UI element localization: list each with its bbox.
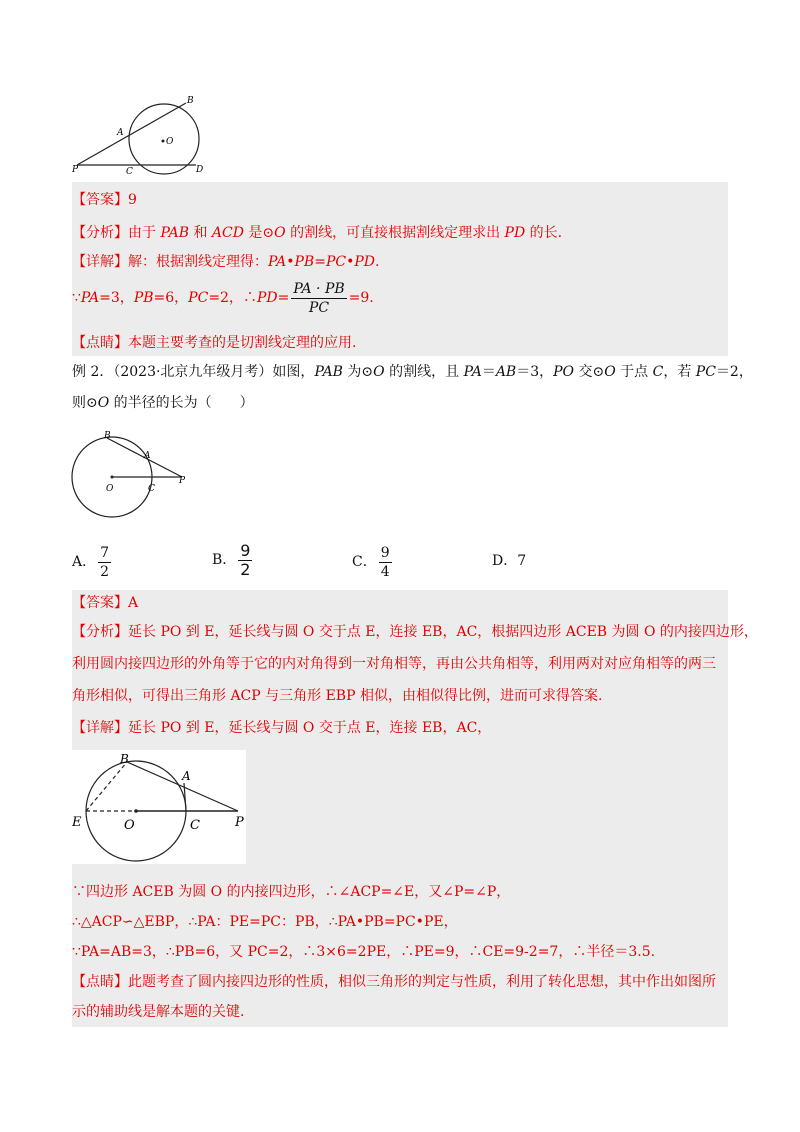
svg-text:C: C [148, 484, 155, 494]
svg-text:A: A [144, 451, 151, 461]
comment-line-2a: 【点睛】此题考查了圆内接四边形的性质，相似三角形的判定与性质，利用了转化思想，其中作出如图所 [72, 974, 716, 990]
svg-text:B: B [104, 431, 111, 441]
figure-secant-1 [70, 92, 220, 178]
figure-secant-1-svg [70, 92, 220, 178]
option-a[interactable]: A． $\frac{7}{2}$ [72, 544, 110, 580]
svg-text:B: B [120, 752, 129, 766]
label-o: O [166, 137, 174, 147]
figure-example2-svg [70, 428, 188, 520]
label-a: A [117, 128, 124, 138]
label-p: P [72, 165, 79, 175]
option-d[interactable]: D．7 [492, 553, 527, 569]
svg-text:P: P [179, 476, 186, 486]
detail-line-2: 【详解】延长 PO 到 E，延长线与圆 O 交于点 E，连接 EB，AC， [72, 720, 492, 736]
svg-text:O: O [106, 484, 114, 494]
answer-line-2: 【答案】A [72, 595, 139, 611]
svg-text:E: E [72, 815, 82, 830]
comment-line-2b: 示的辅助线是解本题的关键. [72, 1004, 245, 1020]
answer-value: A [128, 595, 139, 611]
step-line-3: ∵PA=AB=3，∴PB=6，又 PC=2，∴3×6=2PE，∴PE=9，∴CE=9-2=7，∴半径＝3.5. [72, 944, 656, 960]
analysis-line-2a: 【分析】延长 PO 到 E，延长线与圆 O 交于点 E，连接 EB，AC，根据四边形 ACEB 为圆 O 的内接四边形， [72, 624, 758, 640]
svg-text:P: P [235, 815, 244, 830]
analysis-line-2b: 利用圆内接四边形的外角等于它的内对角得到一对角相等，再由公共角相等，利用两对对应角相等的两三 [72, 656, 716, 672]
figure-example2 [70, 428, 188, 520]
comment-line-1: 【点睛】本题主要考查的是切割线定理的应用. [72, 335, 357, 351]
figure-auxiliary-line-svg [72, 750, 246, 864]
calc-line-1: ∵PA=3，PB=6，PC=2，∴PD= $\frac{PA \cdot PB}{PC}$ =9. [72, 280, 374, 316]
example2-question-line1: 例 2．（2023·北京九年级月考）如图，PAB 为⊙O 的割线，且 PA＝AB＝3，PO 交⊙O 于点 C，若 PC＝2， [72, 364, 753, 380]
step-line-2: ∴△ACP∽△EBP，∴PA：PE=PC：PB，∴PA•PB=PC•PE， [72, 914, 458, 930]
svg-text:C: C [190, 818, 200, 833]
label-d: D [196, 165, 204, 175]
svg-text:O: O [124, 818, 135, 833]
figure-auxiliary-line [72, 750, 246, 864]
step-line-1: ∵四边形 ACEB 为圆 O 的内接四边形，∴∠ACP=∠E，又∠P=∠P， [72, 884, 511, 900]
analysis-line-1: 【分析】由于 PAB 和 ACD 是⊙O 的割线，可直接根据割线定理求出 PD 的长. [72, 225, 563, 241]
analysis-line-2c: 角形相似，可得出三角形 ACP 与三角形 EBP 相似，由相似得比例，进而可求得答案. [72, 688, 603, 704]
svg-text:A: A [182, 769, 191, 783]
detail-line-1: 【详解】解：根据割线定理得：PA•PB=PC•PD. [72, 254, 380, 270]
answer-line-1: 【答案】9 [72, 192, 137, 208]
fraction-pd: $\frac{PA \cdot PB}{PC}$ [293, 280, 345, 316]
label-b: B [187, 96, 194, 106]
answer-value: 9 [128, 192, 137, 208]
option-b[interactable]: B． $\frac{9}{2}$ [212, 540, 251, 579]
option-c[interactable]: C． $\frac{9}{4}$ [352, 544, 390, 580]
label-c: C [126, 167, 133, 177]
example2-question-line2: 则⊙O 的半径的长为（ ） [72, 395, 254, 411]
